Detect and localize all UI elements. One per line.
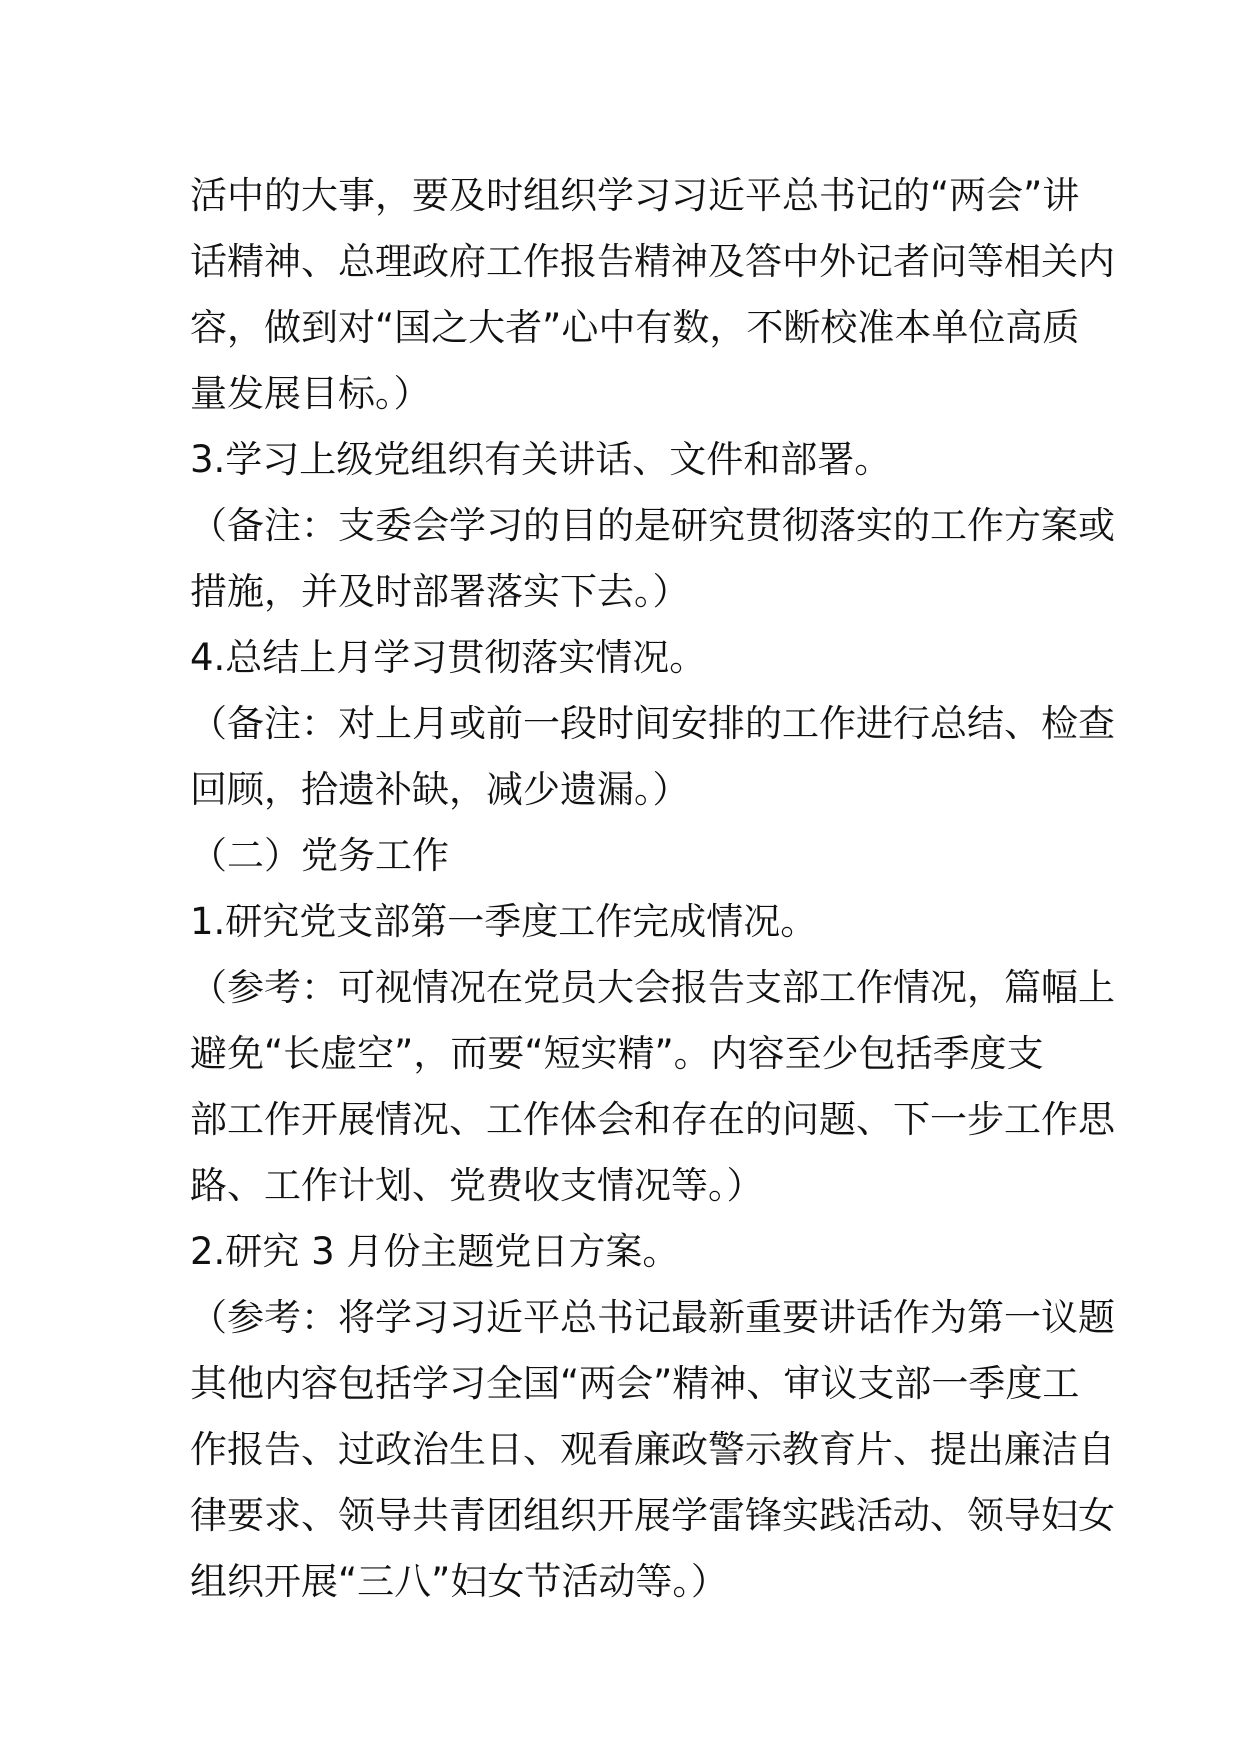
list-item-heading: 2.研究 3 月份主题党日方案。 bbox=[190, 1230, 680, 1273]
note-line: （参考：可视情况在党员大会报告支部工作情况，篇幅上 bbox=[190, 966, 1115, 1009]
note-line: （备注：支委会学习的目的是研究贯彻落实的工作方案或 bbox=[190, 504, 1115, 547]
note-line: 回顾，拾遗补缺，减少遗漏。） bbox=[190, 768, 690, 811]
note-line: 律要求、领导共青团组织开展学雷锋实践活动、领导妇女 bbox=[190, 1494, 1115, 1537]
list-item-heading: 1.研究党支部第一季度工作完成情况。 bbox=[190, 900, 818, 943]
section-heading: （二）党务工作 bbox=[190, 834, 449, 877]
note-line: 部工作开展情况、工作体会和存在的问题、下一步工作思 bbox=[190, 1098, 1115, 1141]
note-line: （参考：将学习习近平总书记最新重要讲话作为第一议题 bbox=[190, 1296, 1115, 1339]
body-line: 量发展目标。） bbox=[190, 372, 431, 415]
note-line: （备注：对上月或前一段时间安排的工作进行总结、检查 bbox=[190, 702, 1115, 745]
note-line: 组织开展“三八”妇女节活动等。） bbox=[190, 1560, 728, 1603]
body-line: 活中的大事，要及时组织学习习近平总书记的“两会”讲 bbox=[190, 174, 1080, 217]
note-line: 作报告、过政治生日、观看廉政警示教育片、提出廉洁自 bbox=[190, 1428, 1115, 1471]
list-item-heading: 3.学习上级党组织有关讲话、文件和部署。 bbox=[190, 438, 892, 481]
note-line: 路、工作计划、党费收支情况等。） bbox=[190, 1164, 764, 1207]
body-line: 话精神、总理政府工作报告精神及答中外记者问等相关内 bbox=[190, 240, 1115, 283]
document-body bbox=[190, 163, 1115, 1615]
list-item-heading: 4.总结上月学习贯彻落实情况。 bbox=[190, 636, 707, 679]
note-line: 措施，并及时部署落实下去。） bbox=[190, 570, 690, 613]
note-line: 避免“长虚空”，而要“短实精”。内容至少包括季度支 bbox=[190, 1032, 1044, 1075]
note-line: 其他内容包括学习全国“两会”精神、审议支部一季度工 bbox=[190, 1362, 1080, 1405]
body-line: 容，做到对“国之大者”心中有数，不断校准本单位高质 bbox=[190, 306, 1080, 349]
